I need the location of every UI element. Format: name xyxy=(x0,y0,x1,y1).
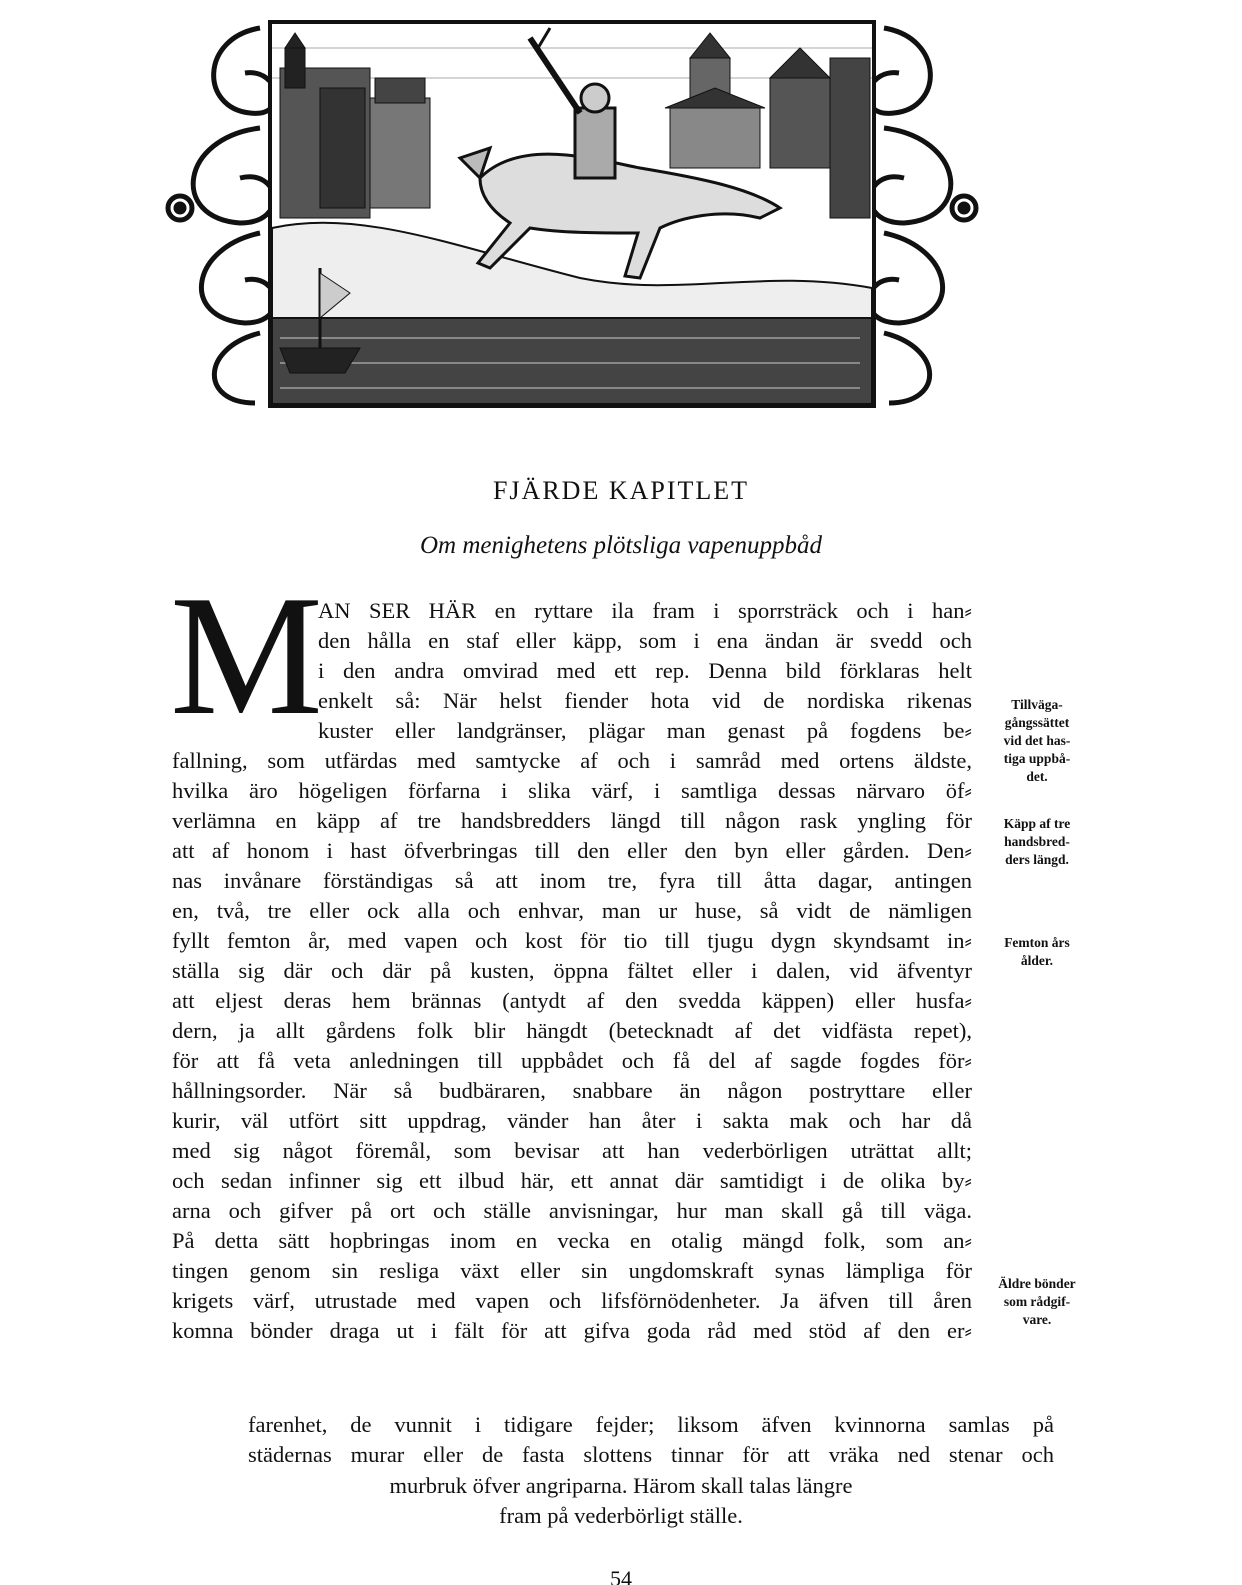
ornament-right-icon xyxy=(868,28,976,403)
margin-note-line: ålder. xyxy=(1020,953,1054,968)
tail-line: städernas murar eller de fasta slottens tinnar för att vräka ned stenar och xyxy=(248,1442,1054,1467)
tail-line: fram på vederbörligt ställe. xyxy=(499,1503,743,1528)
body-line: i den andra omvirad med ett rep. Denna bild förklaras helt xyxy=(318,658,972,683)
margin-note-line: Tillväga- xyxy=(1011,697,1063,712)
body-line: en, två, tre eller ock alla och enhvar, man ur huse, så vidt de nämligen xyxy=(172,898,972,923)
tail-line: murbruk öfver angriparna. Härom skall talas längre xyxy=(389,1473,853,1498)
margin-note-line: ders längd. xyxy=(1005,852,1069,867)
margin-note-line: Käpp af tre xyxy=(1003,816,1071,831)
body-line: krigets värf, utrustade med vapen och lifsförnödenheter. Ja äfven till åren xyxy=(172,1288,972,1313)
ornament-left-icon xyxy=(168,28,276,403)
woodcut-rider-icon xyxy=(160,18,984,410)
margin-note-line: gångssättet xyxy=(1004,715,1070,730)
body-line: med sig något föremål, som bevisar att han vederbörligen uträttat allt; xyxy=(172,1138,972,1163)
body-line: för att få veta anledningen till uppbådet och få del af sagde fogdes för⸗ xyxy=(172,1048,972,1073)
body-line: den hålla en staf eller käpp, som i ena ändan är svedd och xyxy=(318,628,972,653)
margin-note xyxy=(977,934,1097,970)
chapter-subtitle: Om menighetens plötsliga vapenuppbåd xyxy=(419,532,823,559)
body-line: fyllt femton år, med vapen och kost för tio till tjugu dygn skyndsamt in⸗ xyxy=(172,928,972,953)
body-line: AN SER HÄR en ryttare ila fram i sporrsträck och i han⸗ xyxy=(318,598,972,623)
margin-note xyxy=(977,696,1097,786)
body-line: dern, ja allt gårdens folk blir hängdt (betecknadt af det vidfästa repet), xyxy=(172,1018,972,1043)
body-line: att af honom i hast öfverbringas till den eller den byn eller gården. Den⸗ xyxy=(172,838,972,863)
margin-note-line: Äldre bönder xyxy=(998,1276,1076,1291)
chapter-title: FJÄRDE KAPITLET xyxy=(492,476,750,505)
tail-line: farenhet, de vunnit i tidigare fejder; liksom äfven kvinnorna samlas på xyxy=(248,1412,1054,1437)
margin-note-line: Femton års xyxy=(1004,935,1070,950)
margin-note-line: vare. xyxy=(1022,1312,1052,1327)
body-line: hållningsorder. När så budbäraren, snabbare än någon postryttare eller xyxy=(172,1078,972,1103)
body-line: verlämna en käpp af tre handsbredders längd till någon rask yngling för xyxy=(172,808,972,833)
body-line: att eljest deras hem brännas (antydt af den svedda käppen) eller husfa⸗ xyxy=(172,988,972,1013)
body-line: nas invånare förständigas så att inom tre, fyra till åtta dagar, antingen xyxy=(172,868,972,893)
body-line: kuster eller landgränser, plägar man genast på fogdens be⸗ xyxy=(318,718,972,743)
body-line: hvilka äro högeligen förfarna i slika värf, i samtliga dessas närvaro öf⸗ xyxy=(172,778,972,803)
body-line: kurir, väl utfört sitt uppdrag, vänder han åter i sakta mak och har då xyxy=(172,1108,972,1133)
margin-note-line: det. xyxy=(1026,769,1048,784)
body-line: tingen genom sin resliga växt eller sin ungdomskraft synas lämpliga för xyxy=(172,1258,972,1283)
margin-note-line: tiga uppbå- xyxy=(1003,751,1071,766)
body-line: och sedan infinner sig ett ilbud här, ett annat där samtidigt i de olika by⸗ xyxy=(172,1168,972,1193)
body-line: ställa sig där och där på kusten, öppna fältet eller i dalen, vid äfventyr xyxy=(172,958,972,983)
body-line: fallning, som utfärdas med samtycke af och i samråd med ortens äldste, xyxy=(172,748,972,773)
body-line: komna bönder draga ut i fält för att gifva goda råd med stöd af den er⸗ xyxy=(172,1318,972,1343)
margin-note-line: som rådgif- xyxy=(1003,1294,1071,1309)
margin-note-line: vid det has- xyxy=(1003,733,1071,748)
page-number: 54 xyxy=(610,1568,632,1585)
margin-note xyxy=(977,1275,1097,1329)
body-line: enkelt så: När helst fiender hota vid de nordiska rikenas xyxy=(318,688,972,713)
margin-note-line: handsbred- xyxy=(1004,834,1070,849)
margin-note xyxy=(977,815,1097,869)
drop-cap: M xyxy=(170,561,323,751)
body-line: arna och gifver på ort och ställe anvisningar, hur man skall gå till väga. xyxy=(172,1198,972,1223)
body-line: På detta sätt hopbringas inom en vecka en otalig mängd folk, som an⸗ xyxy=(172,1228,972,1253)
